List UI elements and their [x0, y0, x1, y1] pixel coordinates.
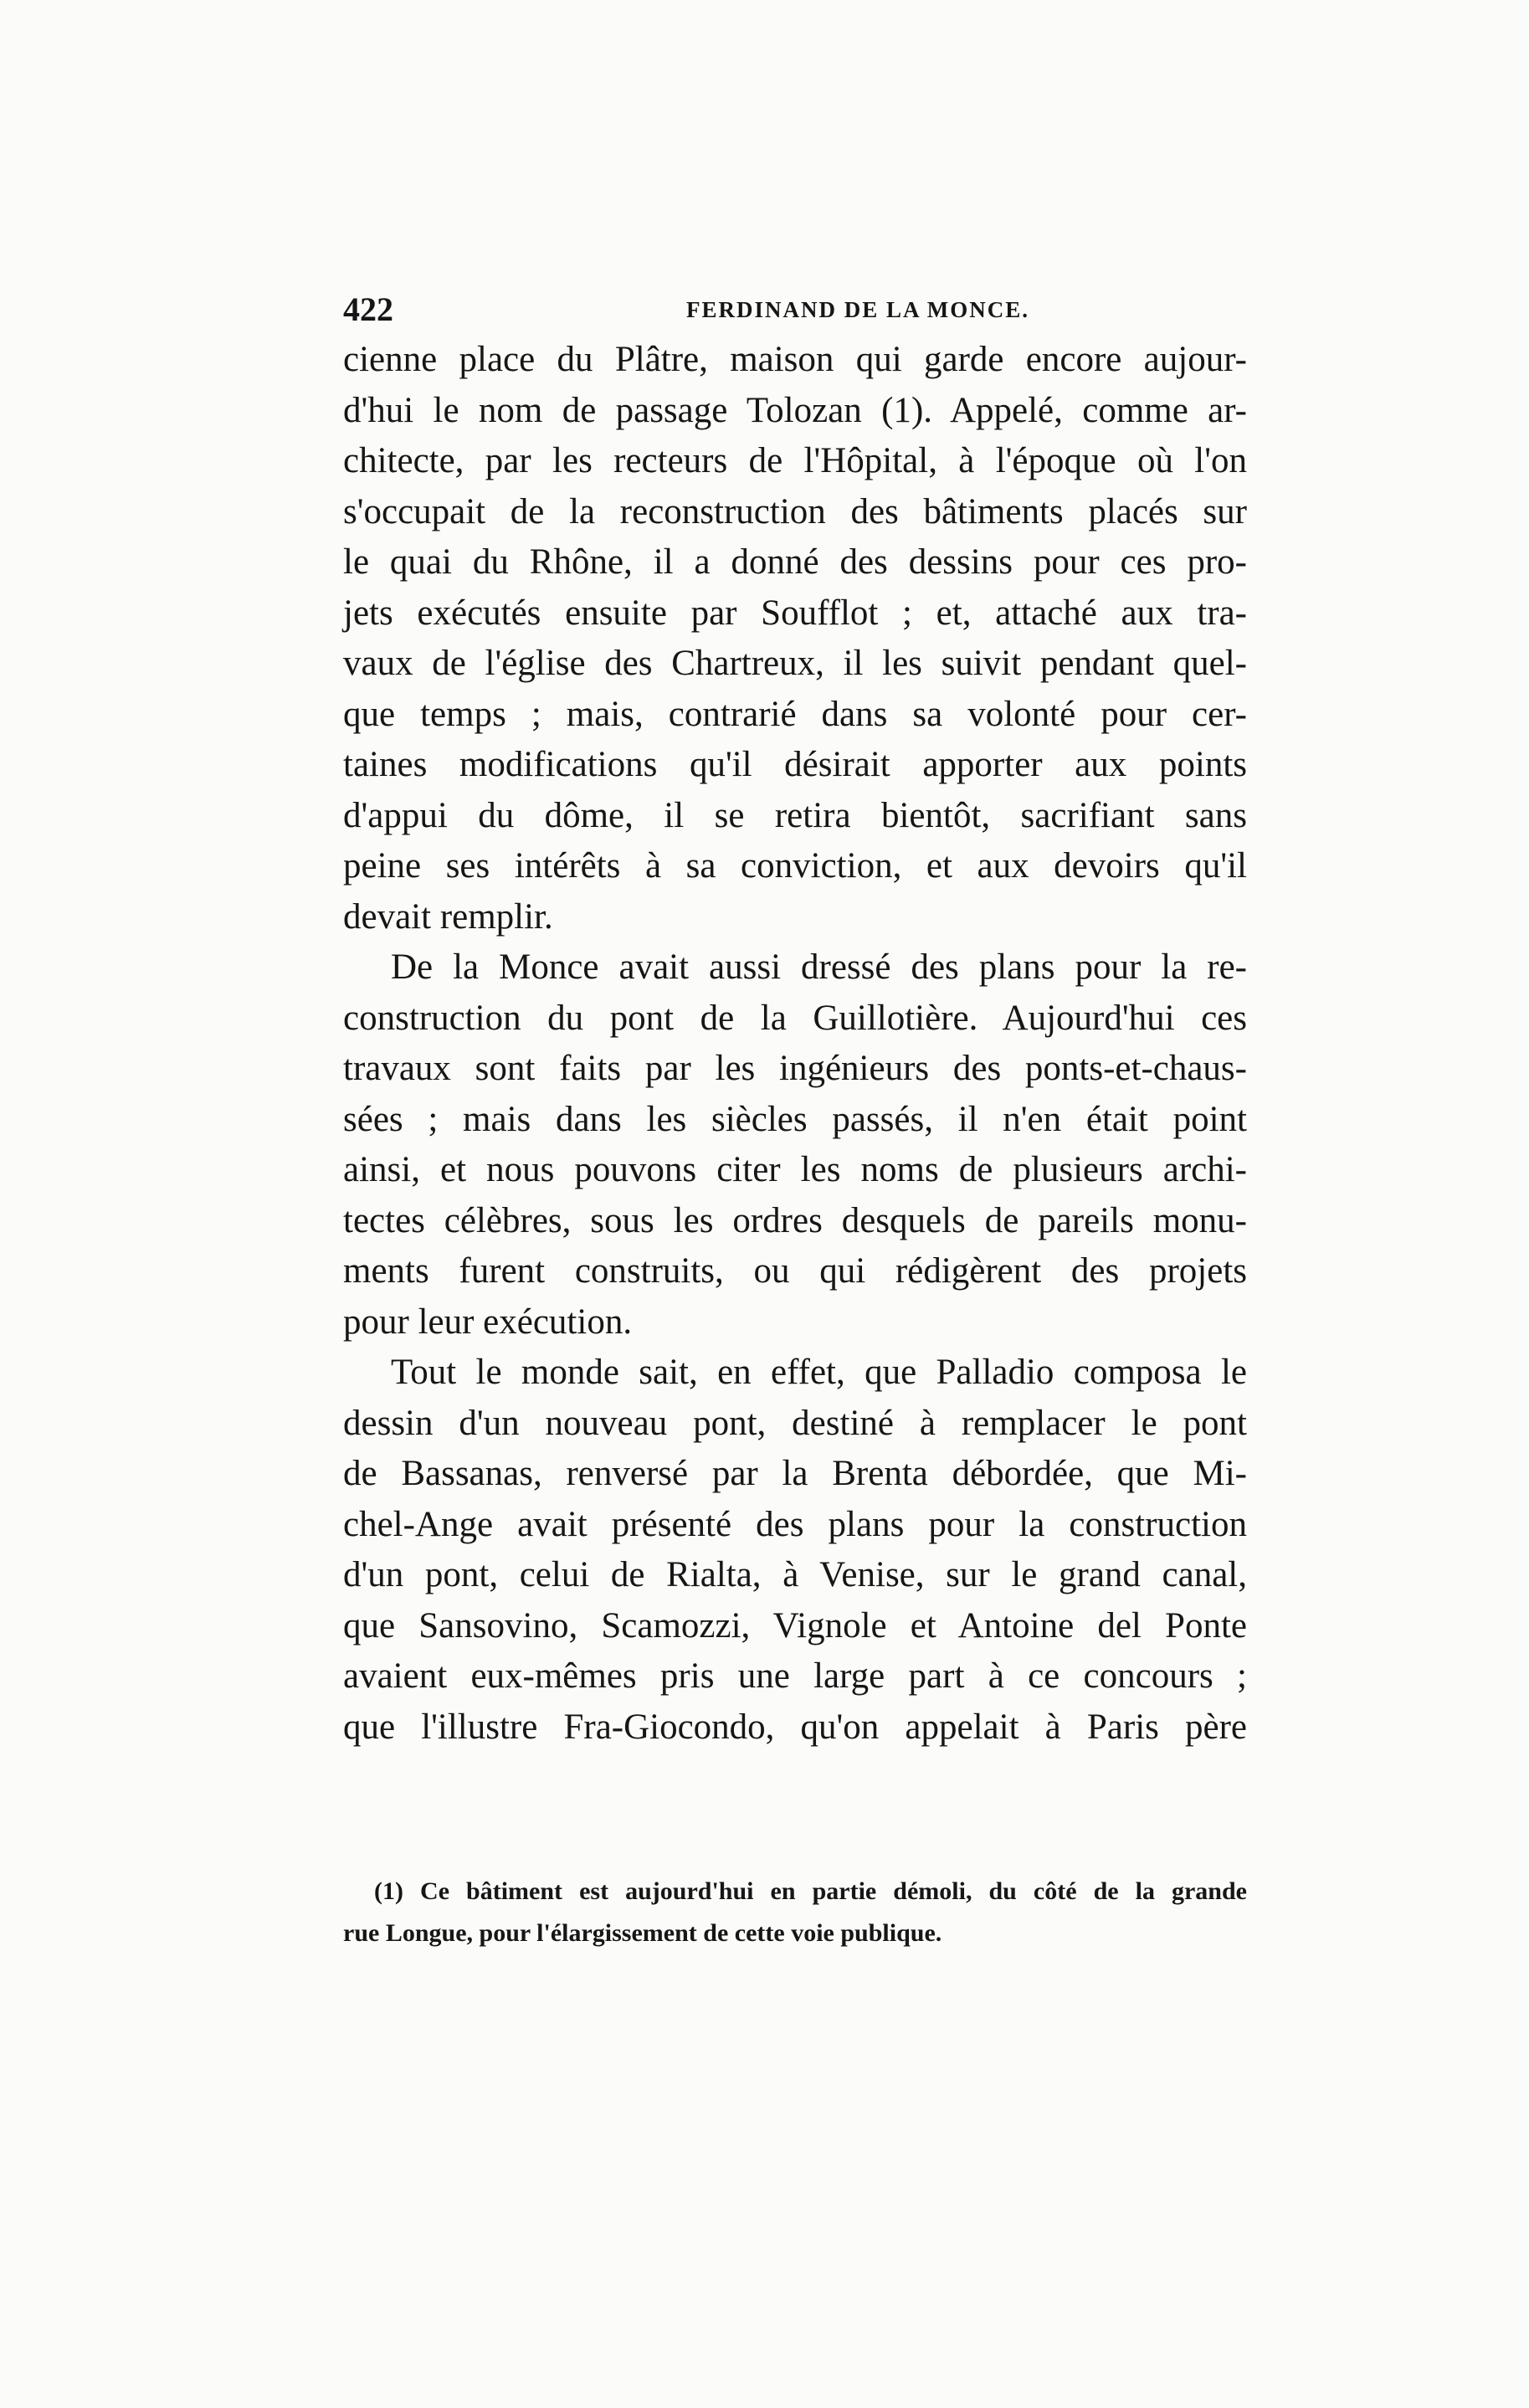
text-line: ments furent construits, ou qui rédigèrent des projets [343, 1251, 1247, 1291]
text-line: peine ses intérêts à sa conviction, et aux devoirs qu'il [343, 846, 1247, 886]
text-line: cienne place du Plâtre, maison qui garde encore aujour- [343, 340, 1247, 379]
text-line: s'occupait de la reconstruction des bâtiments placés sur [343, 491, 1247, 531]
page-header [343, 285, 1247, 335]
text-line: sées ; mais dans les siècles passés, il n'en était point [343, 1099, 1247, 1139]
text-line: De la Monce avait aussi dressé des plans pour la re- [391, 947, 1247, 987]
footnote-line: (1) Ce bâtiment est aujourd'hui en partie démoli, du côté de la grande [374, 1877, 1247, 1905]
text-line: construction du pont de la Guillotière. Aujourd'hui ces [343, 998, 1247, 1038]
text-line: chitecte, par les recteurs de l'Hôpital, à l'époque où l'on [343, 441, 1247, 480]
text-line: jets exécutés ensuite par Soufflot ; et, attaché aux tra- [343, 593, 1247, 633]
text-line: pour leur exécution. [343, 1302, 633, 1342]
text-line: d'hui le nom de passage Tolozan (1). Appelé, comme ar- [343, 390, 1247, 430]
text-line: que Sansovino, Scamozzi, Vignole et Antoine del Ponte [343, 1605, 1247, 1646]
text-line: tectes célèbres, sous les ordres desquels de pareils monu- [343, 1200, 1247, 1240]
text-line: que temps ; mais, contrarié dans sa volonté pour cer- [343, 694, 1247, 734]
text-line: travaux sont faits par les ingénieurs des ponts-et-chaus- [343, 1049, 1247, 1088]
text-line: que l'illustre Fra-Giocondo, qu'on appelait à Paris père [343, 1707, 1247, 1747]
page-number: 422 [343, 290, 393, 328]
text-line: ainsi, et nous pouvons citer les noms de plusieurs archi- [343, 1150, 1247, 1189]
text-line: chel-Ange avait présenté des plans pour la construction [343, 1504, 1247, 1544]
running-title: FERDINAND DE LA MONCE. [685, 297, 1030, 322]
text-line: d'appui du dôme, il se retira bientôt, sacrifiant sans [343, 795, 1247, 835]
text-line: taines modifications qu'il désirait apporter aux points [343, 745, 1247, 784]
footnote [343, 1871, 1247, 1954]
text-line: d'un pont, celui de Rialta, à Venise, sur le grand canal, [343, 1555, 1247, 1594]
text-line: vaux de l'église des Chartreux, il les suivit pendant quel- [343, 644, 1247, 683]
text-line: dessin d'un nouveau pont, destiné à remplacer le pont [343, 1403, 1247, 1443]
text-line: avaient eux-mêmes pris une large part à ce concours ; [343, 1656, 1247, 1696]
text-line: devait remplir. [343, 896, 553, 937]
text-line: Tout le monde sait, en effet, que Palladio composa le [391, 1353, 1247, 1392]
text-line: de Bassanas, renversé par la Brenta débordée, que Mi- [343, 1454, 1247, 1493]
footnote-line: rue Longue, pour l'élargissement de cette voie publique. [343, 1919, 942, 1947]
body-text [343, 335, 1247, 1753]
text-line: le quai du Rhône, il a donné des dessins pour ces pro- [343, 542, 1247, 582]
